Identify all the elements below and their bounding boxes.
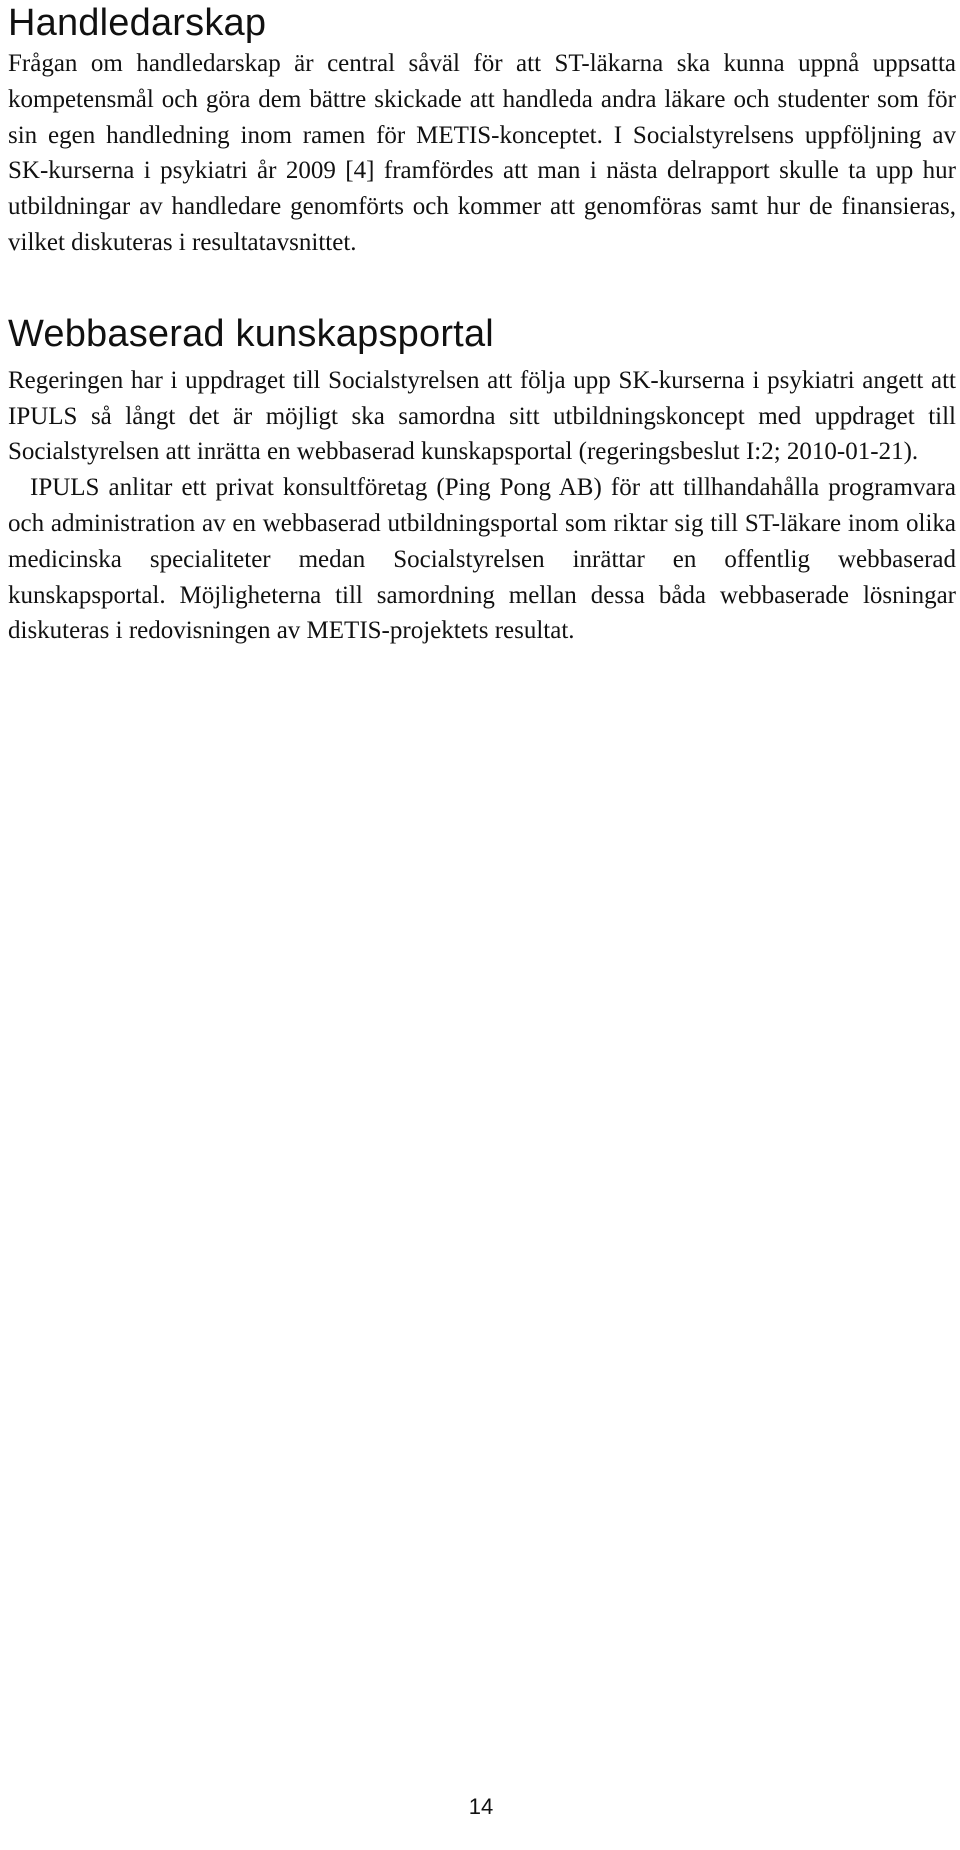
section-paragraph: Regeringen har i uppdraget till Socialstyrelsen att följa upp SK-kurserna i psykiatri angett att IPULS så långt det är möjligt ska samordna sitt utbildningskoncept med uppdraget till Socialstyrelsen att inrätta en webbaserad kunskapsportal (regeringsbeslut I:2; 2010-01-21). <box>8 366 956 466</box>
section-handledarskap <box>8 0 956 261</box>
section-webbaserad-kunskapsportal <box>8 311 956 649</box>
section-paragraph: IPULS anlitar ett privat konsultföretag (Ping Pong AB) för att tillhandahålla programvara och administration av en webbaserad utbildningsportal som riktar sig till ST-läkare inom olika medicinska specialiteter medan Socialstyrelsen inrättar en offentlig webbaserad kunskapsportal. Möjligheterna till samordning mellan dessa båda webbaserade lösningar diskuteras i redovisningen av METIS-projektets resultat. <box>8 474 956 645</box>
page-number <box>0 1794 960 1820</box>
page-content <box>8 0 956 649</box>
section-heading: Handledarskap <box>8 2 267 44</box>
section-heading: Webbaserad kunskapsportal <box>8 312 494 355</box>
page-number-text: 14 <box>468 1794 494 1819</box>
section-paragraph: Frågan om handledarskap är central såväl för att ST-läkarna ska kunna uppnå uppsatta kompetensmål och göra dem bättre skickade att handleda andra läkare och studenter som för sin egen handledning inom ramen för METIS-konceptet. I Socialstyrelsens uppföljning av SK-kurserna i psykiatri år 2009 [4] framfördes att man i nästa delrapport skulle ta upp hur utbildningar av handledare genomförts och kommer att genomföras samt hur de finansieras, vilket diskuteras i resultatavsnittet. <box>8 50 956 256</box>
